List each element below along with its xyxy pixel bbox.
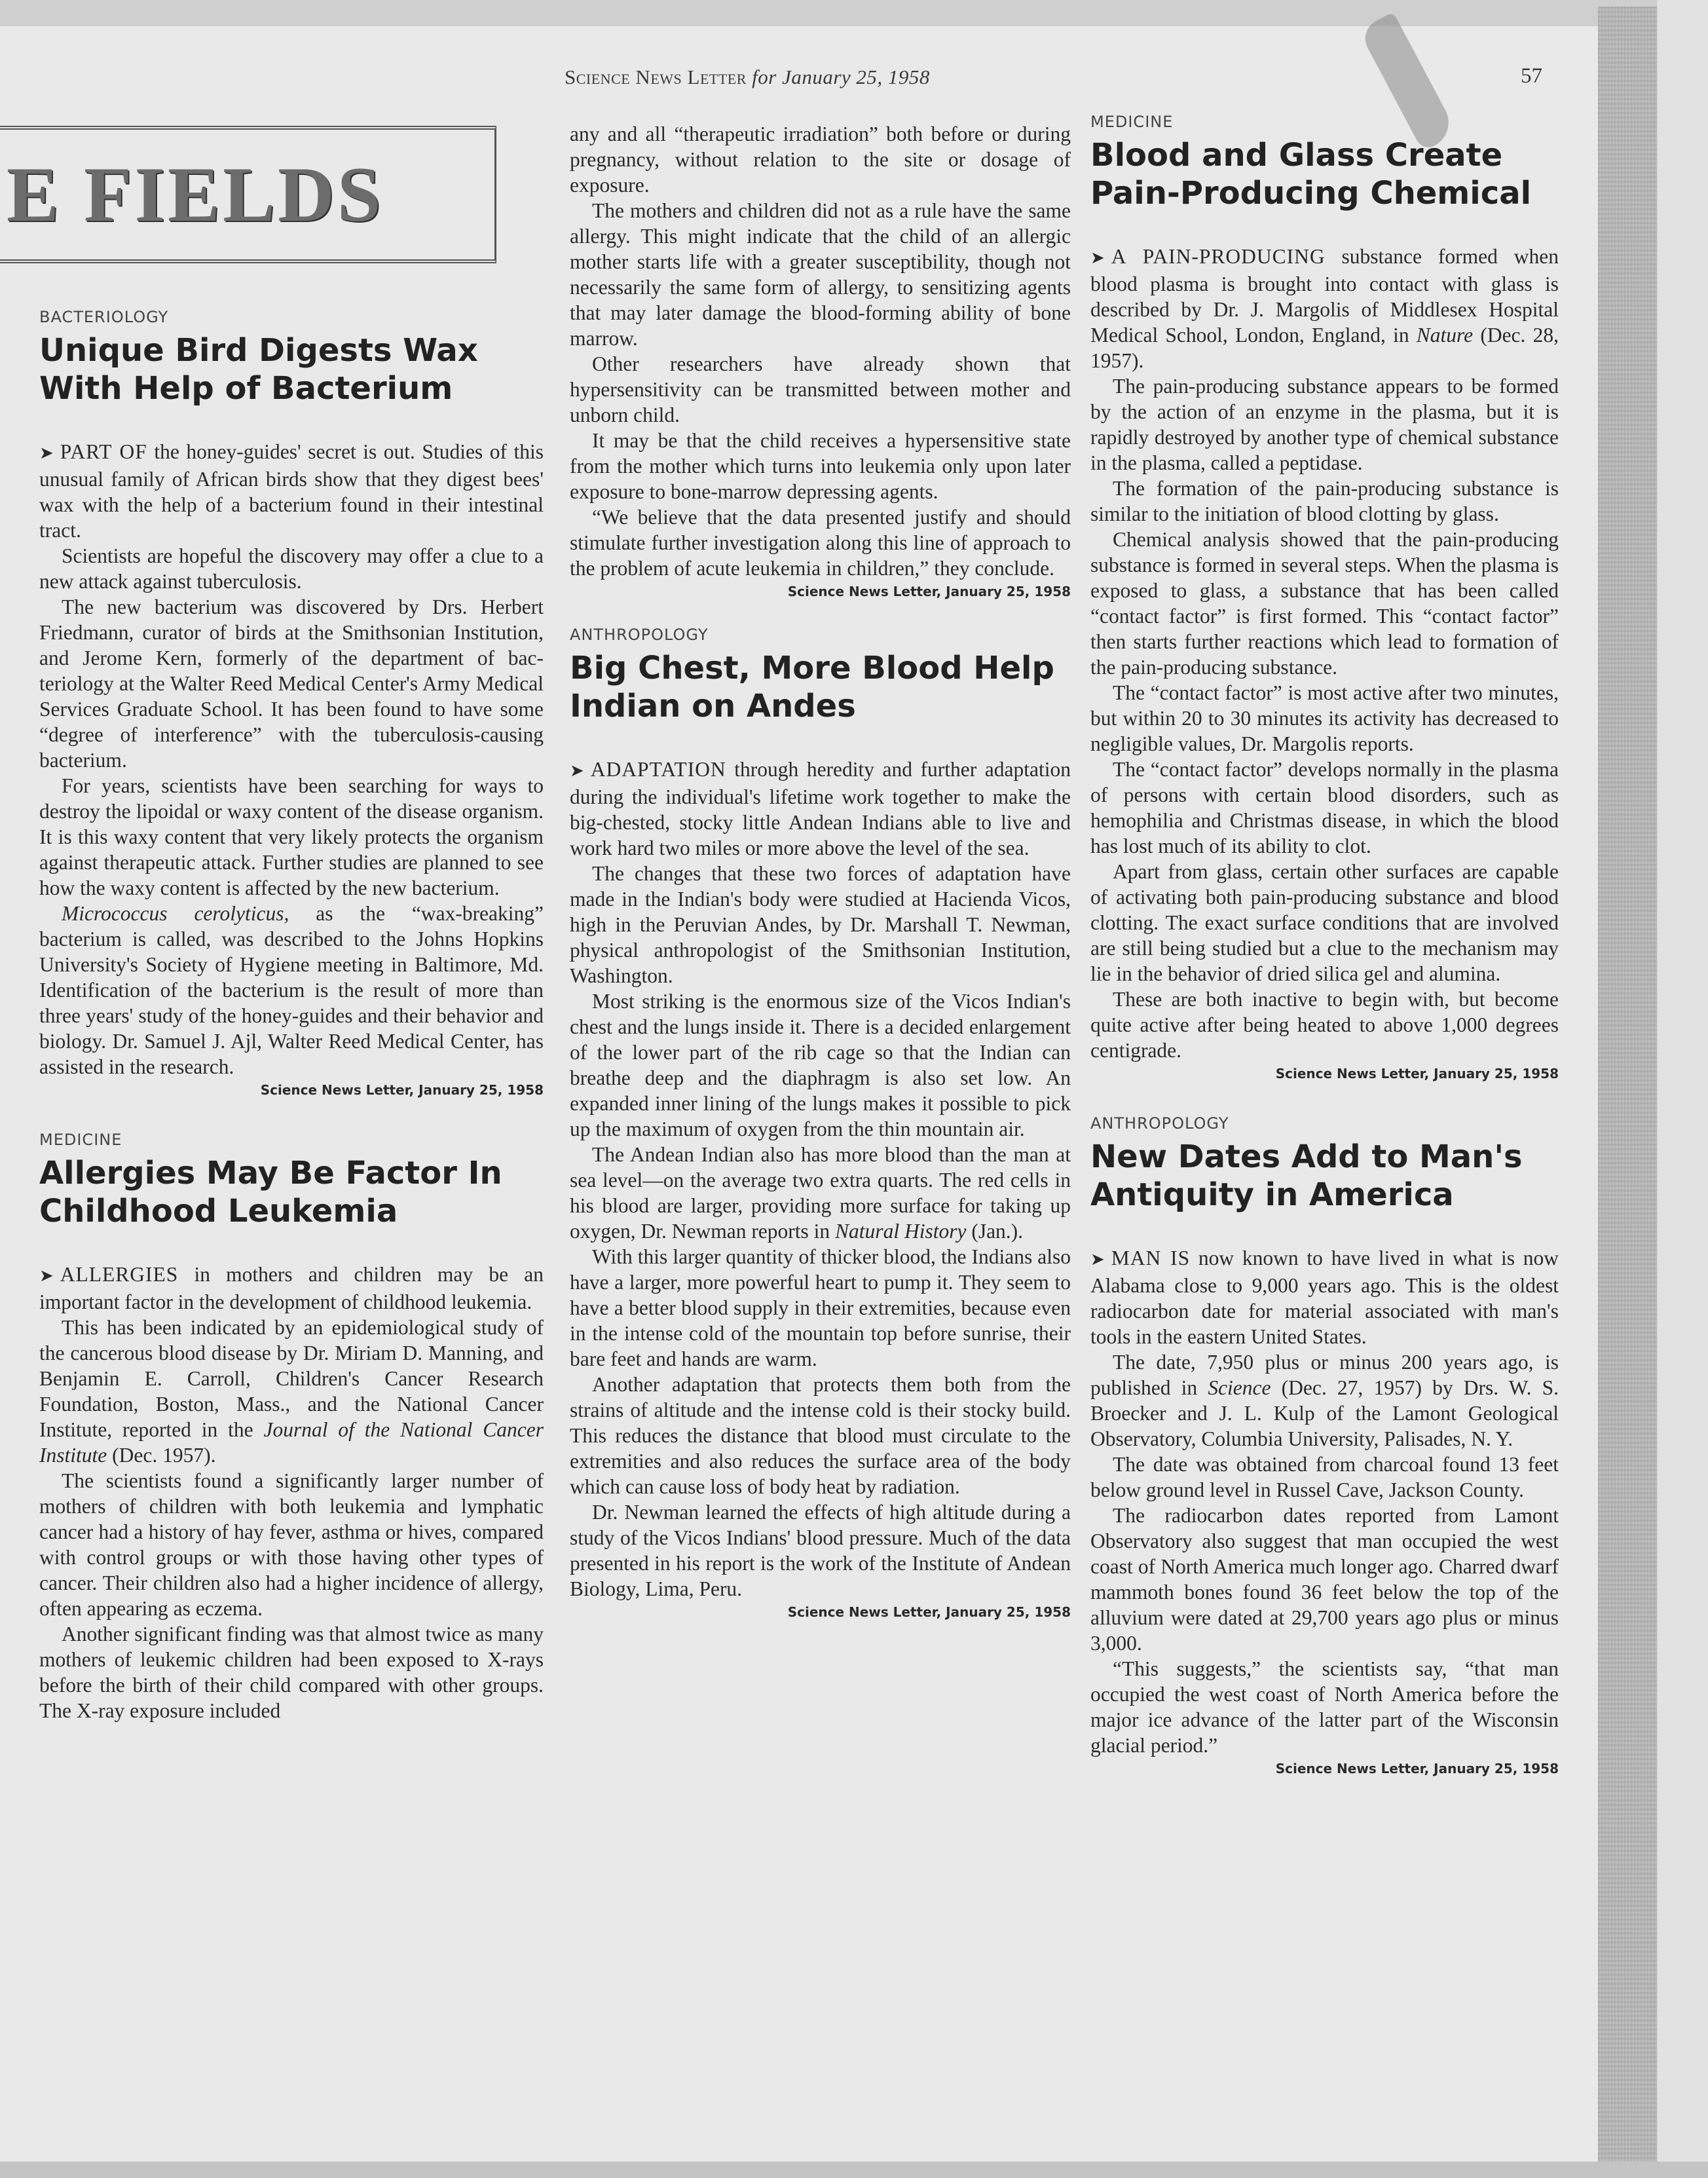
paragraph-text: This has been indicated by an epidemiological study of the cancerous blood disease by Dr. Miriam D. Manning, and Benjamin E. Carroll, Children's Cancer Research Foundation, Boston, Mass., and the National Cancer Institute, reported in the (39, 1316, 544, 1441)
paragraph: Another significant finding was that almost twice as many mothers of leukemic children had been exposed to X-rays before the birth of their child compared with other groups. The X-ray exposure included (39, 1623, 544, 1722)
paragraph: Most striking is the enormous size of the Vicos Indian's chest and the lungs inside it. There is a decided enlargement of the lower part of the rib cage so that the Indian can breathe deep and the diaphragm is also set low. An expanded inner lining of the lungs makes it possible to pick up the maximum of oxygen from the thin mountain air. (570, 990, 1071, 1140)
scan-bottom-band (0, 2162, 1708, 2178)
paragraph: These are both inactive to begin with, but become quite active after being heated to above 1,000 degrees centigrade. (1090, 988, 1559, 1062)
lead-arrow-icon: ➤ (570, 761, 584, 781)
lead-text: (Dec. 28, 1957). (1090, 324, 1559, 372)
lead-text: substance formed when blood plasma is brought into contact with glass is described by Dr. J. Margolis of Middlesex Hospital Medical School, London, England, in (1090, 245, 1559, 347)
paragraph-text: as the “wax-breaking” bacterium is called, was described to the Johns Hopkins University's Society of Hygiene meeting in Baltimore, Md. Identification of the bacterium is the result of more than three years' study of the honey-guides and their behavior and biology. Dr. Samuel J. Ajl, Walter Reed Medical Center, has assisted in the research. (39, 902, 544, 1078)
column-3 (1090, 113, 1559, 1803)
article-credit: Science News Letter, January 25, 1958 (1275, 1066, 1559, 1081)
paragraph: “We believe that the data presented justify and should stimulate further investigation along this line of approach to the problem of acute leukemia in children,” they conclude. (570, 506, 1071, 580)
paragraph-text: The date, 7,950 plus or minus 200 years ago, is published in (1090, 1351, 1559, 1399)
article-headline: New Dates Add to Man's Antiquity in America (1090, 1138, 1523, 1213)
paragraph: The “contact factor” develops normally in the plasma of persons with certain blood disorders, such as hemophilia and Christmas disease, in which the blood has lost much of its ability to clot. (1090, 758, 1559, 857)
paragraph (1090, 1349, 1559, 1452)
article-bird-wax (39, 308, 544, 1098)
journal-title: Science (1208, 1376, 1271, 1399)
lead-paragraph (1090, 244, 1559, 373)
journal-title: Natural History (835, 1220, 967, 1243)
paragraph (570, 1142, 1071, 1244)
article-category: MEDICINE (1090, 113, 1174, 131)
journal-title: Nature (1416, 324, 1474, 347)
article-category: MEDICINE (39, 1131, 122, 1149)
lead-text: through heredity and further adaptation during the individual's lifetime work together to make the big-chested, stocky little Andean Indians able to live and work hard two miles or more above the level of the sea. (570, 758, 1071, 859)
article-credit: Science News Letter, January 25, 1958 (260, 1082, 544, 1098)
issue-date: January 25, 1958 (782, 66, 930, 88)
article-credit: Science News Letter, January 25, 1958 (1275, 1761, 1559, 1776)
paragraph-text: (Jan.). (966, 1220, 1024, 1243)
lead-text: now known to have lived in what is now Alabama close to 9,000 years ago. This is the oldest radiocarbon date for material associated with man's tools in the eastern United States. (1090, 1247, 1559, 1348)
article-blood-glass (1090, 113, 1559, 1081)
section-banner-text: E FIELDS (7, 151, 384, 238)
lead-arrow-icon: ➤ (1090, 1250, 1105, 1269)
paragraph: It may be that the child receives a hypersensitive state from the mother which turns into leukemia only upon later exposure to bone-marrow depressing agents. (570, 429, 1071, 503)
paragraph: The scientists found a significantly larger number of mothers of children with both leukemia and lymphatic cancer had a history of hay fever, asthma or hives, compared with control groups or with those having other types of cancer. Their children also had a higher incidence of allergy, often appearing as eczema. (39, 1469, 544, 1620)
paragraph (39, 901, 544, 1080)
lead-arrow-icon: ➤ (39, 1266, 54, 1286)
paragraph: The new bacterium was discovered by Drs. Herbert Friedmann, curator of birds at the Smithsonian Institution, and Jerome Kern, formerly of the department of bacteriology at the Walter Reed Medical Center's Army Medical Services Graduate School. It has been found to have some “degree of interference” with the tuberculosis-causing bacterium. (39, 595, 544, 772)
paragraph-text: The Andean Indian also has more blood than the man at sea level—on the average two extra quarts. The red cells in his blood are larger, providing more surface for taking up oxygen, Dr. Newman reports in (570, 1143, 1071, 1243)
article-headline: Big Chest, More Blood Help Indian on Andes (570, 650, 1054, 724)
paragraph: The radiocarbon dates reported from Lamont Observatory also suggest that man occupied the west coast of North America much longer ago. Charred dwarf mammoth bones found 36 feet below the top of the alluvium were dated at 29,700 years ago plus or minus 3,000. (1090, 1504, 1559, 1655)
paragraph-text: (Dec. 1957). (107, 1444, 216, 1467)
paragraph: Apart from glass, certain other surfaces are capable of activating both pain-producing substance and blood clotting. The exact surface conditions that are involved are still being studied but a clue to the mechanism may lie in the behavior of dried silica gel and alumina. (1090, 860, 1559, 985)
article-category: ANTHROPOLOGY (570, 626, 709, 644)
journal-title: Journal of the National Cancer Institute (39, 1418, 544, 1467)
lead-caps: ADAPTATION (590, 758, 726, 781)
paragraph: Chemical analysis showed that the pain-producing substance is formed in several steps. When the plasma is exposed to glass, a substance that has been called “contact factor” is first formed. This “contact factor” then starts further reactions which lead to formation of the pain-producing substance. (1090, 528, 1559, 679)
paragraph: The “contact factor” is most active after two minutes, but within 20 to 30 minutes its activity has decreased to negligible values, Dr. Margolis reports. (1090, 681, 1559, 755)
publication-name: Science News Letter (565, 66, 747, 88)
paragraph: The pain-producing substance appears to be formed by the action of an enzyme in the plasma, but it is rapidly destroyed by another type of chemical substance in the plasma, called a peptidase. (1090, 375, 1559, 474)
paragraph: Scientists are hopeful the discovery may offer a clue to a new attack against tuberculosis. (39, 544, 544, 593)
paragraph: For years, scientists have been searching for ways to destroy the lipoidal or waxy content of the disease organism. It is this waxy content that very likely protects the organism against therapeutic attack. Further studies are planned to see how the waxy content is affected by the new bacterium. (39, 774, 544, 899)
lead-caps: A PAIN-PRODUCING (1111, 245, 1326, 268)
lead-caps: PART OF (60, 440, 147, 463)
lead-paragraph (1090, 1245, 1559, 1349)
lead-arrow-icon: ➤ (1090, 248, 1105, 268)
species-name: Micrococcus cerolyticus, (62, 902, 289, 925)
issue-prefix: for (752, 66, 777, 88)
lead-paragraph (39, 1262, 544, 1315)
paragraph-text: (Dec. 27, 1957) by Drs. W. S. Broecker and J. L. Kulp of the Lamont Geological Observatory, Columbia University, Palisades, N. Y. (1090, 1376, 1559, 1450)
column-1 (39, 308, 544, 1750)
paragraph: The formation of the pain-producing substance is similar to the initiation of blood clotting by glass. (1090, 477, 1559, 525)
paragraph: any and all “therapeutic irradiation” both before or during pregnancy, without relation to the site or dosage of exposure. (570, 122, 1071, 197)
lead-caps: ALLERGIES (60, 1263, 179, 1286)
paragraph: Another adaptation that protects them both from the strains of altitude and the intense cold is their stocky build. This reduces the distance that blood must circulate to the extremities and also reduces the surface area of the body which can cause loss of body heat by radiation. (570, 1373, 1071, 1498)
article-allergies-leukemia (39, 1131, 544, 1723)
lead-paragraph (39, 439, 544, 543)
article-category: BACTERIOLOGY (39, 308, 169, 326)
lead-paragraph (570, 757, 1071, 861)
lead-text: the honey-guides' secret is out. Studies of this unusual family of African birds show that they digest bees' wax with the help of a bacterium found in their intestinal tract. (39, 440, 544, 542)
running-head (565, 66, 930, 89)
paragraph: The date was obtained from charcoal found 13 feet below ground level in Russel Cave, Jackson County. (1090, 1453, 1559, 1501)
paragraph: “This suggests,” the scientists say, “that man occupied the west coast of North America before the major ice advance of the latter part of the Wisconsin glacial period.” (1090, 1657, 1559, 1757)
lead-arrow-icon: ➤ (39, 443, 54, 463)
article-allergies-continued (570, 121, 1071, 599)
paragraph: Dr. Newman learned the effects of high altitude during a study of the Vicos Indians' blood pressure. Much of the data presented in his report is the work of the Institute of Andean Biology, Lima, Peru. (570, 1501, 1071, 1600)
article-andes-indians (570, 626, 1071, 1620)
column-2 (570, 121, 1071, 1646)
article-credit: Science News Letter, January 25, 1958 (787, 584, 1071, 599)
paragraph: With this larger quantity of thicker blood, the Indians also have a larger, more powerful heart to pump it. They seem to have a better blood supply in their extremities, because even in the intense cold of the mountain top before sunrise, their bare feet and hands are warm. (570, 1245, 1071, 1370)
paragraph: Other researchers have already shown that hypersensitivity can be transmitted between mother and unborn child. (570, 352, 1071, 426)
scan-top-band (0, 0, 1708, 26)
binding-gutter-strip (1598, 7, 1657, 2168)
lead-text: in mothers and children may be an important factor in the development of childhood leukemia. (39, 1263, 544, 1313)
page-number: 57 (1521, 64, 1542, 88)
article-credit: Science News Letter, January 25, 1958 (787, 1604, 1071, 1620)
article-headline: Unique Bird Digests Wax With Help of Bacterium (39, 332, 478, 407)
section-banner (0, 126, 496, 263)
article-category: ANTHROPOLOGY (1090, 1114, 1229, 1133)
paragraph: The changes that these two forces of adaptation have made in the Indian's body were studied at Hacienda Vicos, high in the Peruvian Andes, by Dr. Marshall T. Newman, physical anthropologist of the Smithsonian Institution, Washington. (570, 862, 1071, 987)
article-headline: Blood and Glass Create Pain-Producing Chemical (1090, 137, 1532, 212)
lead-caps: MAN IS (1111, 1247, 1191, 1269)
article-headline: Allergies May Be Factor In Childhood Leukemia (39, 1155, 502, 1230)
article-man-antiquity (1090, 1114, 1559, 1776)
paragraph: The mothers and children did not as a rule have the same allergy. This might indicate that the child of an allergic mother starts life with a greater susceptibility, though not necessarily the same form of allergy, to sensitizing agents that may later damage the blood-forming ability of bone marrow. (570, 199, 1071, 350)
paragraph (39, 1315, 544, 1468)
scan-right-edge (1657, 0, 1708, 2178)
